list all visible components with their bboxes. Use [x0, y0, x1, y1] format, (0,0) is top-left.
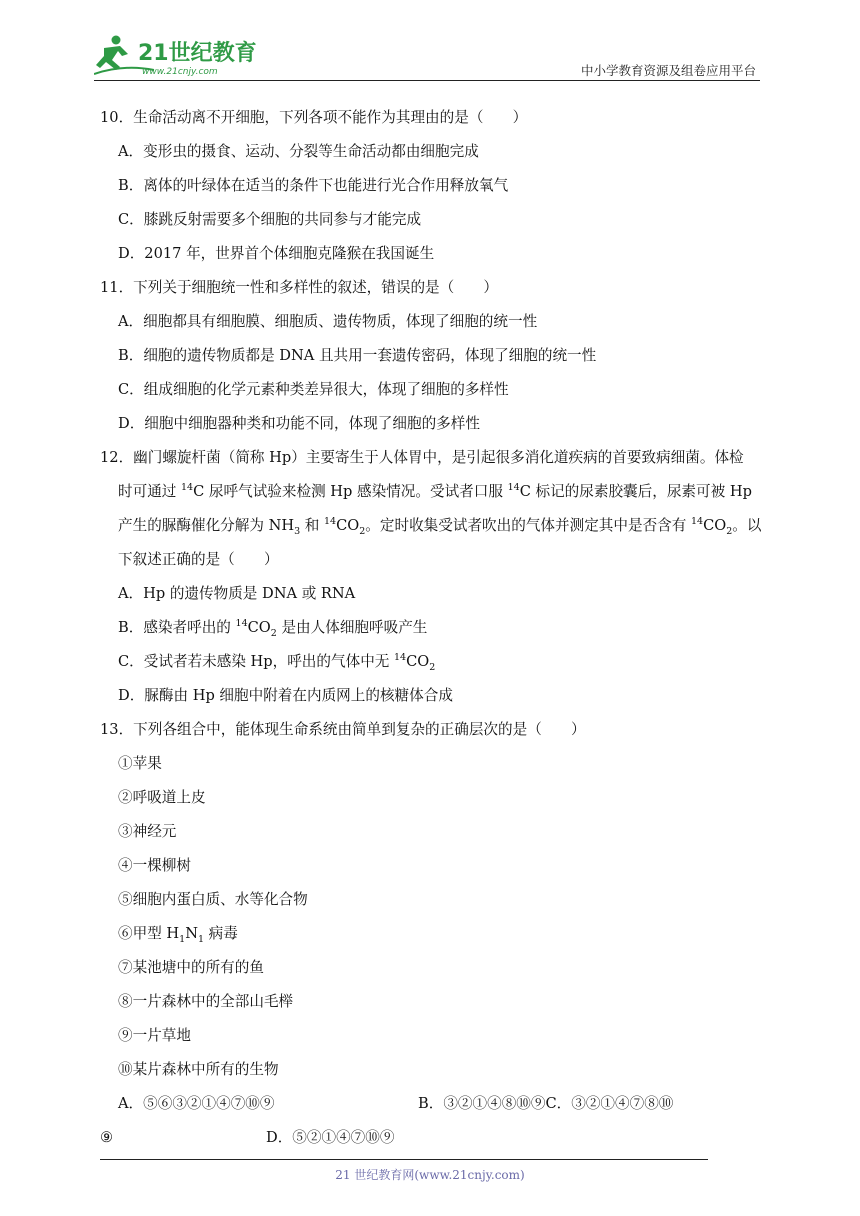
question-content — [100, 101, 770, 1155]
q13-item: ⑥甲型 $H_1N_1$ 病毒 — [118, 925, 238, 945]
q11-stem: 11．下列关于细胞统一性和多样性的叙述，错误的是（ ） — [100, 279, 499, 296]
q12-line-2: 时可通过 $^{14}$C 尿呼气试验来检测 Hp 感染情况。受试者口服 $^{14}$C 标记的尿素胶囊后，尿素可被 Hp — [118, 482, 752, 500]
q13-option-c-wrap: ⑨ — [100, 1129, 114, 1146]
q13-item: ⑩某片森林中所有的生物 — [118, 1061, 279, 1078]
q13-options-row-2 — [100, 1121, 770, 1155]
q13-item: ⑦某池塘中的所有的鱼 — [118, 959, 264, 976]
q12-option-d: D．脲酶由 Hp 细胞中附着在内质网上的核糖体合成 — [118, 687, 453, 704]
q13-item: ④一棵柳树 — [118, 857, 191, 874]
q12-line-1: 12．幽门螺旋杆菌（简称 Hp）主要寄生于人体胃中，是引起很多消化道疾病的首要致病细菌。体检 — [100, 449, 744, 466]
q13-item: ⑤细胞内蛋白质、水等化合物 — [118, 891, 308, 908]
q10-option-d: D．2017 年，世界首个体细胞克隆猴在我国诞生 — [118, 245, 435, 262]
q13-item: ①苹果 — [118, 755, 162, 772]
q13-option-b-c: B．③②①④⑧⑩⑨C．③②①④⑦⑧⑩ — [418, 1095, 674, 1112]
logo — [94, 34, 264, 78]
q13-item: ②呼吸道上皮 — [118, 789, 206, 806]
q12-option-b: B．感染者呼出的 $^{14}CO_2$ 是由人体细胞呼吸产生 — [118, 618, 428, 639]
q12-line-4: 下叙述正确的是（ ） — [118, 551, 279, 568]
q13-item: ⑧一片森林中的全部山毛榉 — [118, 993, 294, 1010]
q10-stem: 10．生命活动离不开细胞，下列各项不能作为其理由的是（ ） — [100, 109, 528, 126]
q10-option-a: A．变形虫的摄食、运动、分裂等生命活动都由细胞完成 — [118, 143, 479, 160]
q13-stem: 13．下列各组合中，能体现生命系统由简单到复杂的正确层次的是（ ） — [100, 721, 586, 738]
footer-text: 21 世纪教育网(www.21cnjy.com) — [335, 1168, 525, 1182]
q12-option-c: C．受试者若未感染 Hp，呼出的气体中无 $^{14}CO_2$ — [118, 652, 436, 673]
svg-text:21世纪教育: 21世纪教育 — [138, 41, 257, 66]
q11-option-b: B．细胞的遗传物质都是 DNA 且共用一套遗传密码，体现了细胞的统一性 — [118, 347, 597, 364]
q13-option-d: D．⑤②①④⑦⑩⑨ — [266, 1129, 395, 1146]
header-platform-text: 中小学教育资源及组卷应用平台 — [580, 63, 756, 78]
q13-item: ⑨一片草地 — [118, 1027, 191, 1044]
q10-option-c: C．膝跳反射需要多个细胞的共同参与才能完成 — [118, 211, 422, 228]
footer-divider — [100, 1159, 708, 1160]
q12-line-3: 产生的脲酶催化分解为 $NH_3$ 和 $^{14}CO_2$。定时收集受试者吹出的气体并测定其中是否含有 $^{14}CO_2$。以 — [118, 516, 762, 537]
q12-option-a: A．Hp 的遗传物质是 DNA 或 RNA — [118, 585, 356, 602]
q11-option-d: D．细胞中细胞器种类和功能不同，体现了细胞的多样性 — [118, 415, 480, 432]
page-header — [0, 0, 860, 84]
q10-option-b: B．离体的叶绿体在适当的条件下也能进行光合作用释放氧气 — [118, 177, 509, 194]
svg-text:www.21cnjy.com: www.21cnjy.com — [142, 67, 218, 77]
header-divider — [94, 80, 760, 81]
q13-option-a: A．⑤⑥③②①④⑦⑩⑨ — [118, 1095, 275, 1112]
q11-option-c: C．组成细胞的化学元素种类差异很大，体现了细胞的多样性 — [118, 381, 509, 398]
q11-option-a: A．细胞都具有细胞膜、细胞质、遗传物质，体现了细胞的统一性 — [118, 313, 538, 330]
q13-options-row-1 — [118, 1087, 770, 1121]
q13-item: ③神经元 — [118, 823, 177, 840]
